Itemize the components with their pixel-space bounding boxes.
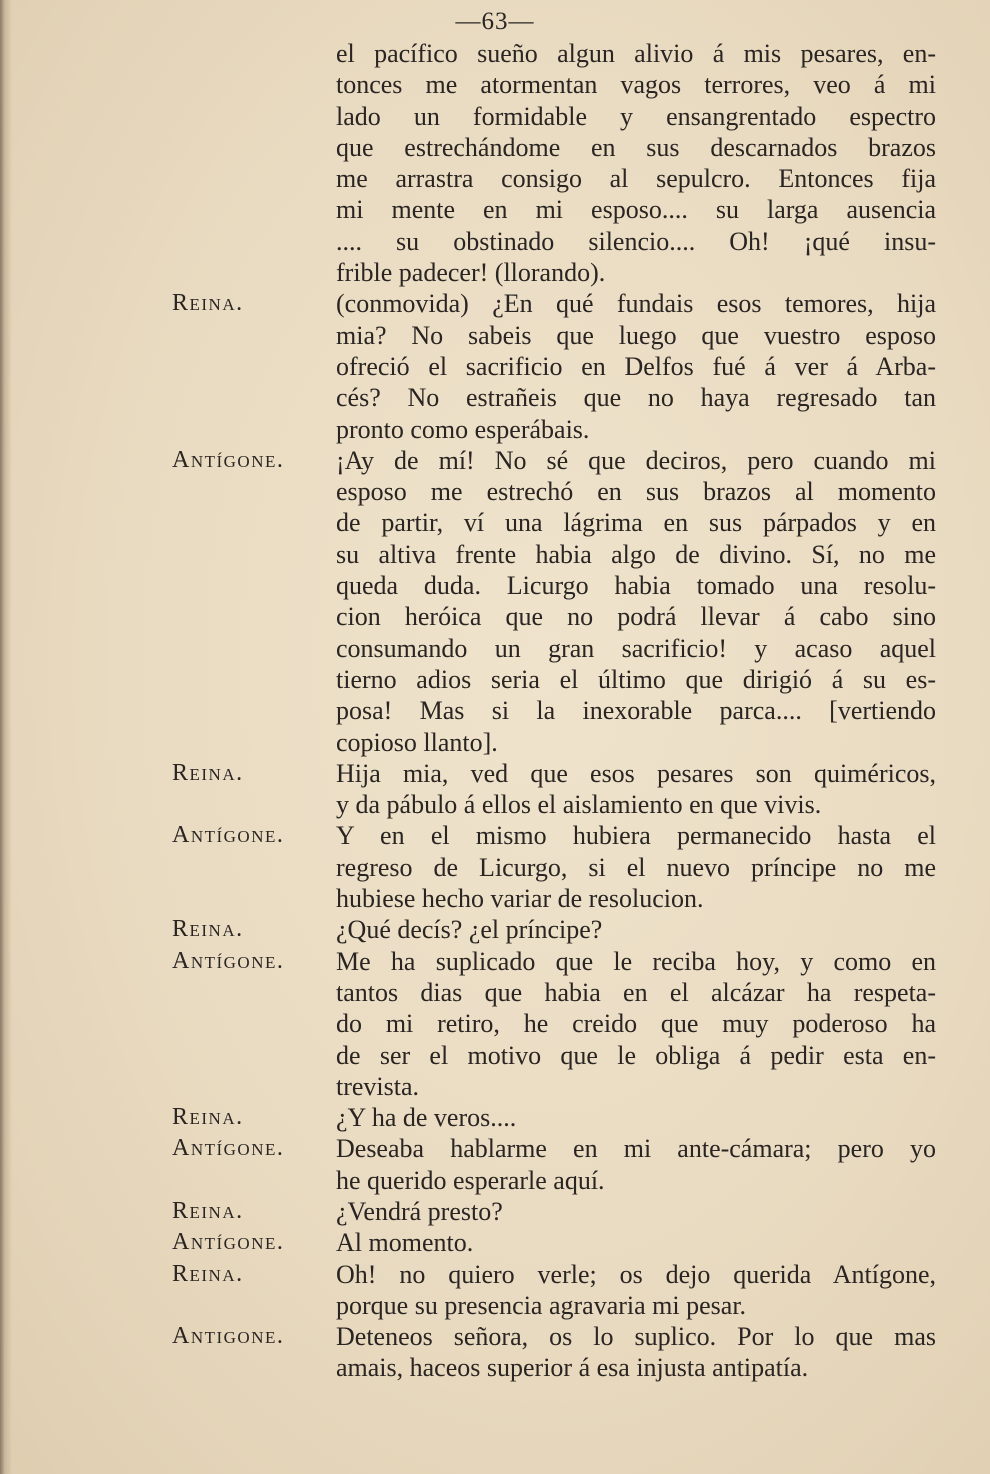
speaker-name: Reina. bbox=[172, 1104, 244, 1131]
text-line: amais, haceos superior á esa injusta antipatía. bbox=[336, 1353, 809, 1383]
dialogue-block bbox=[0, 1227, 990, 1258]
text-row bbox=[0, 507, 990, 538]
text-row bbox=[0, 1321, 990, 1352]
dialogue-block bbox=[0, 914, 990, 945]
text-line: posa! Mas si la inexorable parca.... [vertiendo bbox=[336, 696, 936, 726]
text-row bbox=[0, 570, 990, 601]
speaker-name: Reina. bbox=[172, 759, 244, 786]
text-line: .... su obstinado silencio.... Oh! ¡qué insu- bbox=[336, 226, 936, 256]
text-line: Deseaba hablarme en mi ante-cámara; pero yo bbox=[336, 1134, 936, 1164]
text-row bbox=[0, 789, 990, 820]
text-line: lado un formidable y ensangrentado espectro bbox=[336, 101, 936, 131]
text-row bbox=[0, 1102, 990, 1133]
text-row bbox=[0, 257, 990, 288]
dialogue-block bbox=[0, 445, 990, 758]
dialogue-block bbox=[0, 38, 990, 288]
text-row bbox=[0, 1352, 990, 1383]
text-line: mia? No sabeis que luego que vuestro esposo bbox=[336, 320, 936, 350]
speaker-name: Reina. bbox=[172, 1260, 244, 1287]
text-row bbox=[0, 1290, 990, 1321]
text-row bbox=[0, 727, 990, 758]
text-row bbox=[0, 476, 990, 507]
text-row bbox=[0, 1008, 990, 1039]
text-line: mi mente en mi esposo.... su larga ausencia bbox=[336, 195, 936, 225]
dialogue-block bbox=[0, 1259, 990, 1322]
text-row bbox=[0, 695, 990, 726]
text-row bbox=[0, 1133, 990, 1164]
text-row bbox=[0, 1196, 990, 1227]
text-line: tantos dias que habia en el alcázar ha respeta- bbox=[336, 977, 936, 1007]
text-line: copioso llanto]. bbox=[336, 727, 498, 757]
text-line: ¿Y ha de veros.... bbox=[336, 1103, 517, 1133]
text-line: tonces me atormentan vagos terrores, veo á mi bbox=[336, 70, 936, 100]
text-line: que estrechándome en sus descarnados brazos bbox=[336, 132, 936, 162]
text-line: su altiva frente habia algo de divino. Sí, no me bbox=[336, 539, 936, 569]
text-line: tierno adios seria el último que dirigió á su es- bbox=[336, 664, 936, 694]
text-row bbox=[0, 226, 990, 257]
dialogue-block bbox=[0, 758, 990, 821]
dialogue-block bbox=[0, 1321, 990, 1384]
dialogue-block bbox=[0, 288, 990, 444]
text-row bbox=[0, 539, 990, 570]
text-row bbox=[0, 1227, 990, 1258]
text-row bbox=[0, 820, 990, 851]
dialogue-block bbox=[0, 1196, 990, 1227]
text-row bbox=[0, 664, 990, 695]
text-line: Oh! no quiero verle; os dejo querida Antígone, bbox=[336, 1259, 936, 1289]
speaker-name: Antigone. bbox=[172, 1323, 285, 1350]
text-line: ofreció el sacrificio en Delfos fué á ver á Arba- bbox=[336, 351, 936, 381]
dialogue-block bbox=[0, 820, 990, 914]
dialogue-block bbox=[0, 1102, 990, 1133]
text-line: cion heróica que no podrá llevar á cabo sino bbox=[336, 602, 936, 632]
speaker-name: Reina. bbox=[172, 916, 244, 943]
dialogue-block bbox=[0, 1133, 990, 1196]
text-line: de ser el motivo que le obliga á pedir esta en- bbox=[336, 1040, 936, 1070]
text-line: me arrastra consigo al sepulcro. Entonces fija bbox=[336, 164, 936, 194]
text-row bbox=[0, 1259, 990, 1290]
text-line: cés? No estrañeis que no haya regresado tan bbox=[336, 383, 936, 413]
text-row bbox=[0, 1165, 990, 1196]
text-line: el pacífico sueño algun alivio á mis pesares, en- bbox=[336, 39, 936, 68]
text-row bbox=[0, 382, 990, 413]
text-row bbox=[0, 101, 990, 132]
text-line: de partir, ví una lágrima en sus párpados y en bbox=[336, 508, 936, 538]
text-row bbox=[0, 633, 990, 664]
text-row bbox=[0, 38, 990, 69]
text-line: ¿Qué decís? ¿el príncipe? bbox=[336, 915, 603, 945]
dialogue-body bbox=[0, 38, 990, 1384]
page-number: —63— bbox=[455, 8, 535, 35]
text-line: frible padecer! (llorando). bbox=[336, 258, 606, 288]
text-line: Y en el mismo hubiera permanecido hasta el bbox=[336, 821, 936, 851]
text-line: Al momento. bbox=[336, 1228, 474, 1258]
speaker-name: Antígone. bbox=[172, 446, 285, 473]
text-row bbox=[0, 320, 990, 351]
text-row bbox=[0, 883, 990, 914]
text-line: y da pábulo á ellos el aislamiento en que vivis. bbox=[336, 790, 822, 820]
text-row bbox=[0, 946, 990, 977]
text-row bbox=[0, 194, 990, 225]
text-row bbox=[0, 414, 990, 445]
text-line: Me ha suplicado que le reciba hoy, y como en bbox=[336, 946, 936, 976]
speaker-name: Antígone. bbox=[172, 1229, 285, 1256]
text-line: do mi retiro, he creido que muy poderoso ha bbox=[336, 1009, 936, 1039]
text-row bbox=[0, 163, 990, 194]
speaker-name: Reina. bbox=[172, 1197, 244, 1224]
text-line: he querido esperarle aquí. bbox=[336, 1165, 605, 1195]
text-row bbox=[0, 1040, 990, 1071]
text-line: hubiese hecho variar de resolucion. bbox=[336, 884, 704, 914]
text-row bbox=[0, 977, 990, 1008]
text-row bbox=[0, 1071, 990, 1102]
text-line: ¡Ay de mí! No sé que deciros, pero cuando mi bbox=[336, 445, 936, 475]
text-row bbox=[0, 351, 990, 382]
text-row bbox=[0, 445, 990, 476]
speaker-name: Reina. bbox=[172, 290, 244, 317]
text-row bbox=[0, 852, 990, 883]
text-row bbox=[0, 132, 990, 163]
text-line: Hija mia, ved que esos pesares son quiméricos, bbox=[336, 758, 936, 788]
text-line: (conmovida) ¿En qué fundais esos temores, hija bbox=[336, 289, 936, 319]
text-line: ¿Vendrá presto? bbox=[336, 1196, 503, 1226]
text-line: consumando un gran sacrificio! y acaso aquel bbox=[336, 633, 936, 663]
text-line: porque su presencia agravaria mi pesar. bbox=[336, 1290, 747, 1320]
text-row bbox=[0, 69, 990, 100]
text-line: trevista. bbox=[336, 1071, 420, 1101]
text-line: queda duda. Licurgo habia tomado una resolu- bbox=[336, 571, 936, 601]
dialogue-block bbox=[0, 946, 990, 1102]
text-line: esposo me estrechó en sus brazos al momento bbox=[336, 477, 936, 507]
speaker-name: Antígone. bbox=[172, 822, 285, 849]
speaker-name: Antígone. bbox=[172, 947, 285, 974]
text-row bbox=[0, 288, 990, 319]
text-line: pronto como esperábais. bbox=[336, 414, 590, 444]
text-row bbox=[0, 914, 990, 945]
text-line: Deteneos señora, os lo suplico. Por lo que mas bbox=[336, 1322, 936, 1352]
text-row bbox=[0, 601, 990, 632]
speaker-name: Antígone. bbox=[172, 1135, 285, 1162]
text-line: regreso de Licurgo, si el nuevo príncipe no me bbox=[336, 852, 936, 882]
text-row bbox=[0, 758, 990, 789]
